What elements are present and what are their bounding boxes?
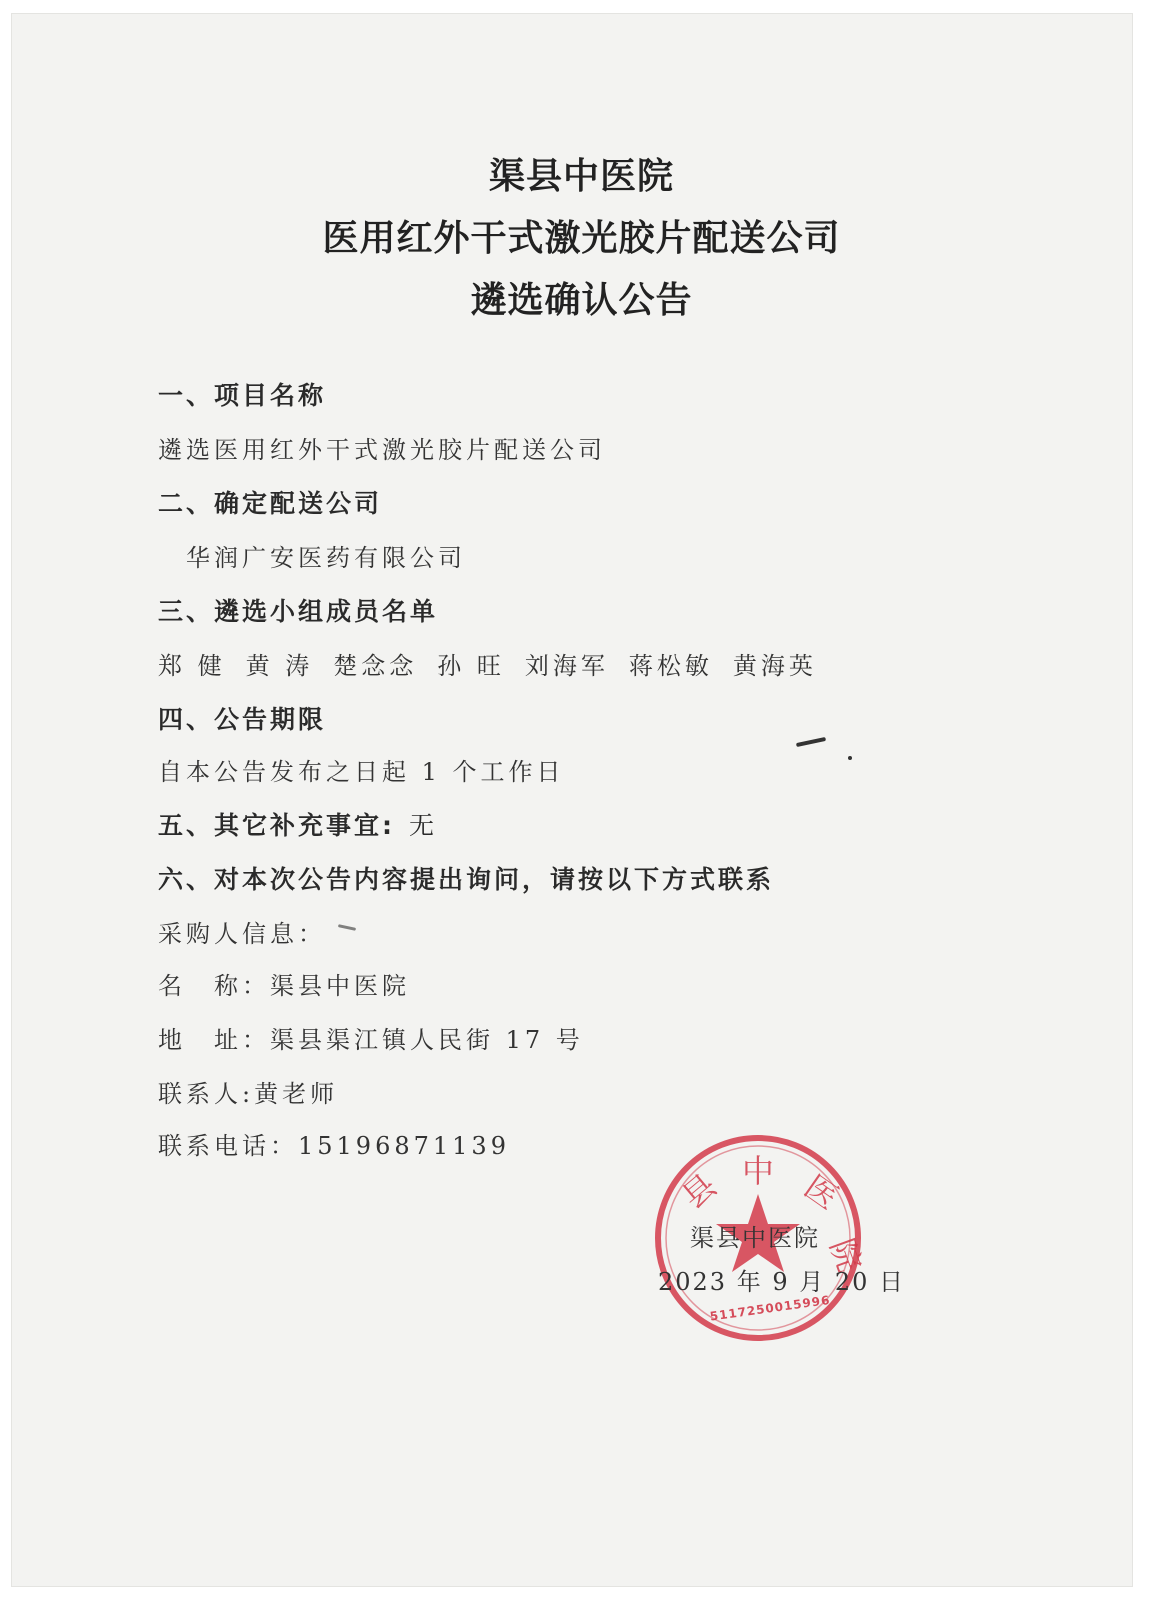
section-6-heading: 六、对本次公告内容提出询问，请按以下方式联系 bbox=[158, 865, 775, 894]
contact-person-label: 联系人: bbox=[158, 1080, 255, 1108]
member-name: 黄 涛 bbox=[245, 652, 314, 680]
signature-org: 渠县中医院 bbox=[690, 1224, 820, 1252]
contact-phone-value: 15196871139 bbox=[298, 1132, 510, 1160]
scan-speck bbox=[848, 756, 852, 760]
member-name: 楚念念 bbox=[333, 652, 418, 680]
section-1-heading: 一、项目名称 bbox=[158, 381, 327, 410]
purchaser-label: 采购人信息： bbox=[158, 920, 326, 948]
contact-address-value: 渠县渠江镇人民街 17 号 bbox=[270, 1026, 584, 1054]
contact-name-label: 名 称： bbox=[158, 972, 270, 1000]
contact-phone-row bbox=[158, 1126, 510, 1161]
doc-title-line3: 遴选确认公告 bbox=[470, 280, 693, 321]
member-name: 孙 旺 bbox=[437, 652, 505, 680]
doc-title-line2: 医用红外干式激光胶片配送公司 bbox=[322, 218, 841, 259]
contact-person-value: 黄老师 bbox=[254, 1080, 339, 1108]
member-name: 蒋松敏 bbox=[628, 652, 713, 680]
contact-phone-label: 联系电话： bbox=[158, 1132, 298, 1160]
member-list bbox=[158, 646, 837, 681]
section-2-heading: 二、确定配送公司 bbox=[158, 489, 383, 518]
member-name: 刘海军 bbox=[524, 652, 609, 680]
seal-number: 5117250015996 bbox=[708, 1292, 832, 1324]
section-5-content: 无 bbox=[409, 811, 438, 840]
section-2-content: 华润广安医药有限公司 bbox=[186, 544, 466, 572]
member-name: 郑 健 bbox=[158, 652, 226, 680]
section-5-row bbox=[158, 806, 437, 842]
section-3-heading: 三、遴选小组成员名单 bbox=[158, 597, 439, 626]
doc-title-line1: 渠县中医院 bbox=[488, 156, 674, 197]
contact-name-value: 渠县中医院 bbox=[270, 972, 410, 1000]
section-1-content: 遴选医用红外干式激光胶片配送公司 bbox=[158, 436, 606, 464]
contact-name-row bbox=[158, 966, 410, 1001]
contact-address-label: 地 址： bbox=[158, 1026, 270, 1054]
seal-char: 县 bbox=[674, 1166, 724, 1217]
member-name: 黄海英 bbox=[732, 652, 817, 680]
seal-char: 医 bbox=[797, 1167, 846, 1217]
seal-char: 院 bbox=[822, 1233, 870, 1277]
seal-char: 中 bbox=[742, 1152, 775, 1190]
contact-person-row bbox=[158, 1074, 338, 1109]
signature-date: 2023 年 9 月 20 日 bbox=[658, 1268, 906, 1296]
contact-address-row bbox=[158, 1020, 584, 1055]
section-4-heading: 四、公告期限 bbox=[158, 705, 327, 734]
section-4-content: 自本公告发布之日起 1 个工作日 bbox=[158, 758, 565, 786]
section-5-heading: 五、其它补充事宜: bbox=[158, 811, 395, 840]
